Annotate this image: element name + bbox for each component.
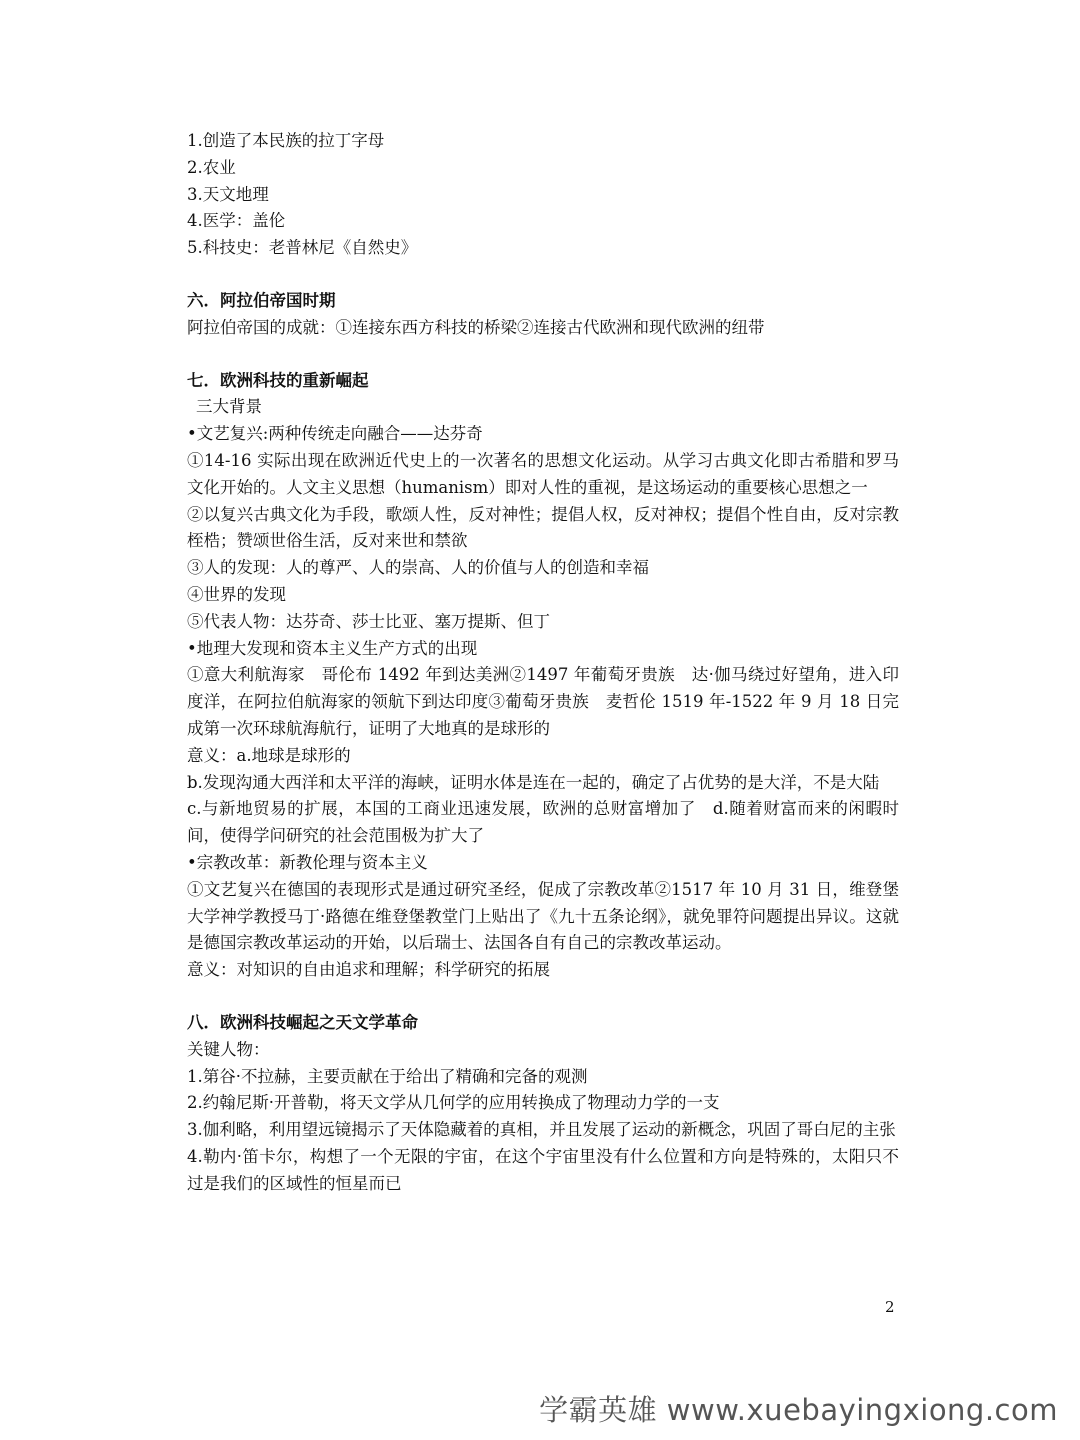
- paragraph: ①14-16 实际出现在欧洲近代史上的一次著名的思想文化运动。从学习古典文化即古希腊和罗马文化开始的。人文主义思想（humanism）即对人性的重视，是这场运动的重要核心思想之一: [187, 450, 899, 497]
- list-item: 3.伽利略，利用望远镜揭示了天体隐藏着的真相，并且发展了运动的新概念，巩固了哥白尼的主张: [187, 1120, 896, 1140]
- list-item: 5.科技史：老普林尼《自然史》: [187, 238, 418, 258]
- watermark: 学霸英雄 www.xuebayingxiong.com: [539, 1393, 1058, 1427]
- section-heading: 六．阿拉伯帝国时期: [187, 290, 336, 310]
- list-item: 4.医学：盖伦: [187, 211, 286, 231]
- document-body: [187, 128, 899, 1197]
- subheading: 三大背景: [196, 397, 262, 417]
- list-item: 3.天文地理: [187, 184, 269, 204]
- paragraph: ①文艺复兴在德国的表现形式是通过研究圣经，促成了宗教改革②1517 年 10 月 31 日，维登堡大学神学教授马丁·路德在维登堡教堂门上贴出了《九十五条论纲》，就免罪符问题提出异议。这就是德国宗教改革运动的开始，以后瑞士、法国各自有自己的宗教改革运动。: [187, 879, 899, 953]
- list-item: 1.创造了本民族的拉丁字母: [187, 131, 385, 150]
- paragraph: b.发现沟通大西洋和太平洋的海峡，证明水体是连在一起的，确定了占优势的是大洋，不是大陆: [187, 772, 880, 792]
- paragraph: 意义：a.地球是球形的: [187, 745, 351, 765]
- section-heading: 七．欧洲科技的重新崛起: [187, 370, 369, 390]
- paragraph: ③人的发现：人的尊严、人的崇高、人的价值与人的创造和幸福: [187, 558, 649, 578]
- page-number: 2: [885, 1298, 895, 1316]
- paragraph: 阿拉伯帝国的成就：①连接东西方科技的桥梁②连接古代欧洲和现代欧洲的纽带: [187, 317, 765, 337]
- paragraph: •文艺复兴:两种传统走向融合——达芬奇: [187, 424, 483, 444]
- section-heading: 八．欧洲科技崛起之天文学革命: [187, 1012, 418, 1032]
- paragraph: ④世界的发现: [187, 584, 286, 604]
- paragraph: ①意大利航海家 哥伦布 1492 年到达美洲②1497 年葡萄牙贵族 达·伽马绕过好望角，进入印度洋，在阿拉伯航海家的领航下到达印度③葡萄牙贵族 麦哲伦 1519 年-1522 年 9 月 18 日完成第一次环球航海航行，证明了大地真的是球形的: [187, 665, 899, 738]
- paragraph: •宗教改革：新教伦理与资本主义: [187, 852, 428, 872]
- paragraph: 关键人物：: [187, 1039, 270, 1059]
- paragraph: c.与新地贸易的扩展，本国的工商业迅速发展，欧洲的总财富增加了 d.随着财富而来的闲暇时间，使得学问研究的社会范围极为扩大了: [187, 799, 899, 846]
- paragraph: 意义：对知识的自由追求和理解；科学研究的拓展: [187, 960, 550, 980]
- paragraph: •地理大发现和资本主义生产方式的出现: [187, 638, 478, 658]
- paragraph: ②以复兴古典文化为手段，歌颂人性，反对神性；提倡人权，反对神权；提倡个性自由，反对宗教桎梏；赞颂世俗生活，反对来世和禁欲: [187, 504, 899, 551]
- list-item: 2.约翰尼斯·开普勒，将天文学从几何学的应用转换成了物理动力学的一支: [187, 1093, 720, 1113]
- list-item: 2.农业: [187, 157, 236, 177]
- list-item: 4.勒内·笛卡尔，构想了一个无限的宇宙，在这个宇宙里没有什么位置和方向是特殊的，太阳只不过是我们的区域性的恒星而已: [187, 1146, 899, 1193]
- list-item: 1.第谷·不拉赫，主要贡献在于给出了精确和完备的观测: [187, 1066, 588, 1086]
- paragraph: ⑤代表人物：达芬奇、莎士比亚、塞万提斯、但丁: [187, 611, 550, 631]
